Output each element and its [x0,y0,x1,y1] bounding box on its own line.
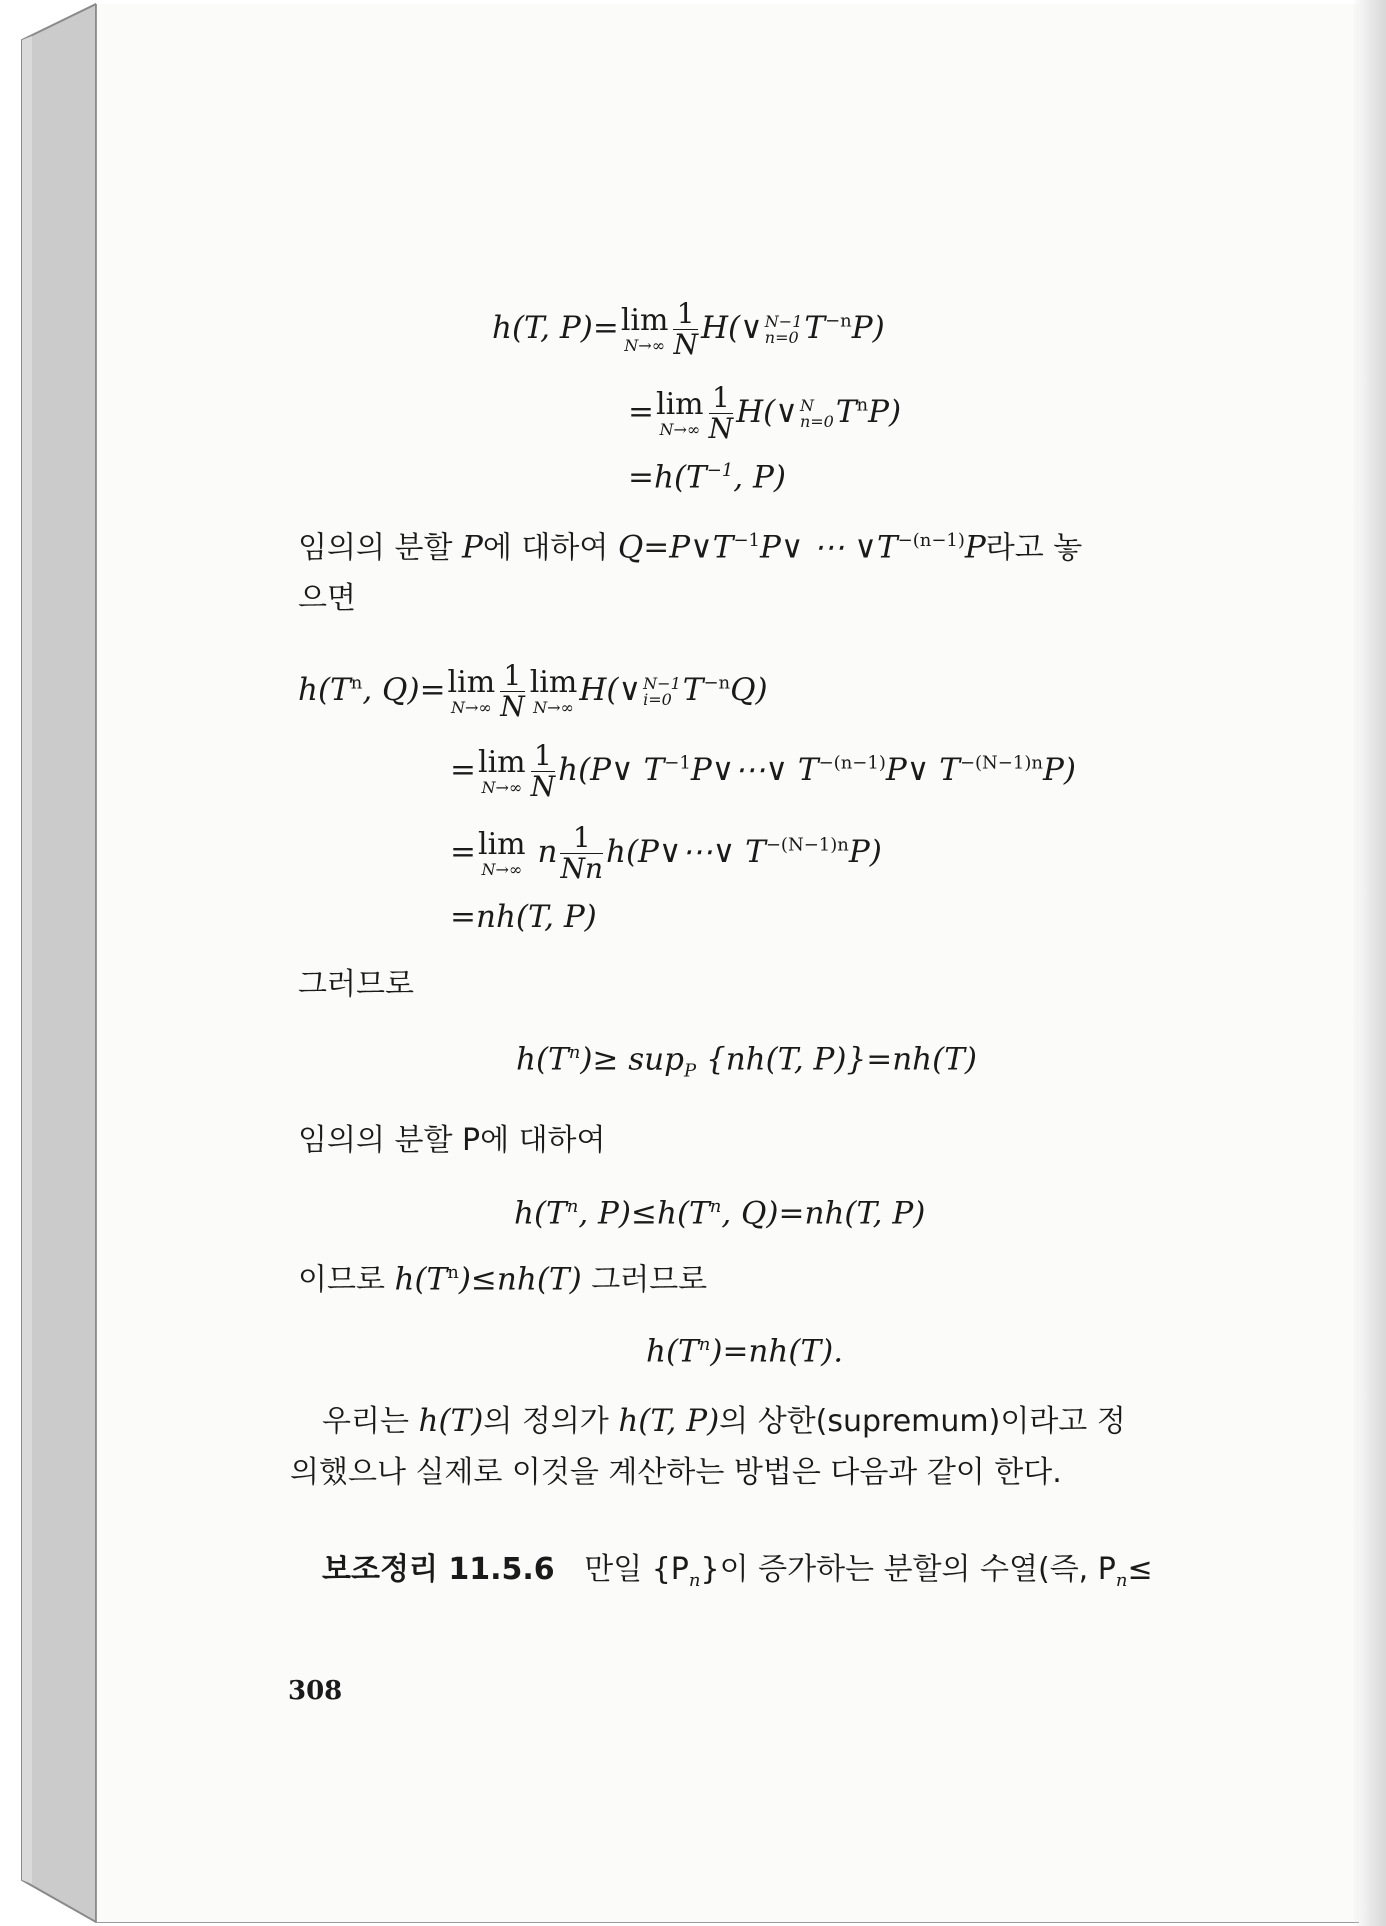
eq2-line2: = lim N→∞ $\frac{1}{N}$ h(P∨ $T^{-1}P\vee\cdots\vee$ $T^{-(n-1)}P\vee$ $T^{-(N-1)n}P$) [450,739,1076,803]
text2: 그러므로 [298,967,414,1002]
eq1-line3: $=h(T^{-1}$, P) [628,459,786,496]
book-spine [0,0,96,1926]
eq2-line3: = lim N→∞ n $\frac{1}{Nn}$ h(P∨⋯∨ $T^{-(N-1)n}P$) [450,821,882,885]
eq4: $h(T^n$, $P)\le h(T^n$, Q)=nh(T, P) [514,1195,926,1232]
book-page [96,4,1359,1923]
page-number: 308 [288,1676,343,1706]
eq3: $h(T^n)\ge sup_P$ {nh(T, P)}=nh(T) [516,1041,978,1082]
page-edge-shadow [1352,0,1386,1926]
eq5: $h(T^n)=nh(T)$. [646,1333,844,1370]
text1-line2: 으면 [298,581,356,616]
para-line1: 우리는 h(T)의 정의가 h(T, P)의 상한(supremum)이라고 정 [322,1403,1126,1439]
para-line2: 의했으나 실제로 이것을 계산하는 방법은 다음과 같이 한다. [290,1455,1062,1490]
eq1-line2: = lim N→∞ $\frac{1}{N}$ H(∨ N n=0 $T^nP$) [628,381,902,445]
lemma-label: 보조정리 11.5.6 [322,1552,555,1587]
eq2-line4: =nh(T, P) [450,899,597,935]
eq2-line1: $h(T^n$, Q)= lim N→∞ $\frac{1}{N}$ lim N→∞ H(∨ N−1 i=0 $T^{-n}Q$) [298,659,768,723]
text3: 임의의 분할 P에 대하여 [298,1123,606,1158]
text4: 이므로 $h(T^n)\le nh(T)$ 그러므로 [298,1261,708,1298]
lemma-line: 보조정리 11.5.6 만일 $\{P_n\}$이 증가하는 분할의 수열(즉, $P_n\le$ [322,1552,1153,1592]
text1-line1: 임의의 분할 P에 대하여 $Q=P\vee T^{-1}P\vee$ ⋯ $\vee T^{-(n-1)}P$라고 놓 [298,529,1083,566]
eq1-line1: h(T, P)= lim N→∞ $\frac{1}{N}$ H(∨ N−1 n=0 $T^{-n}P$) [492,297,885,361]
